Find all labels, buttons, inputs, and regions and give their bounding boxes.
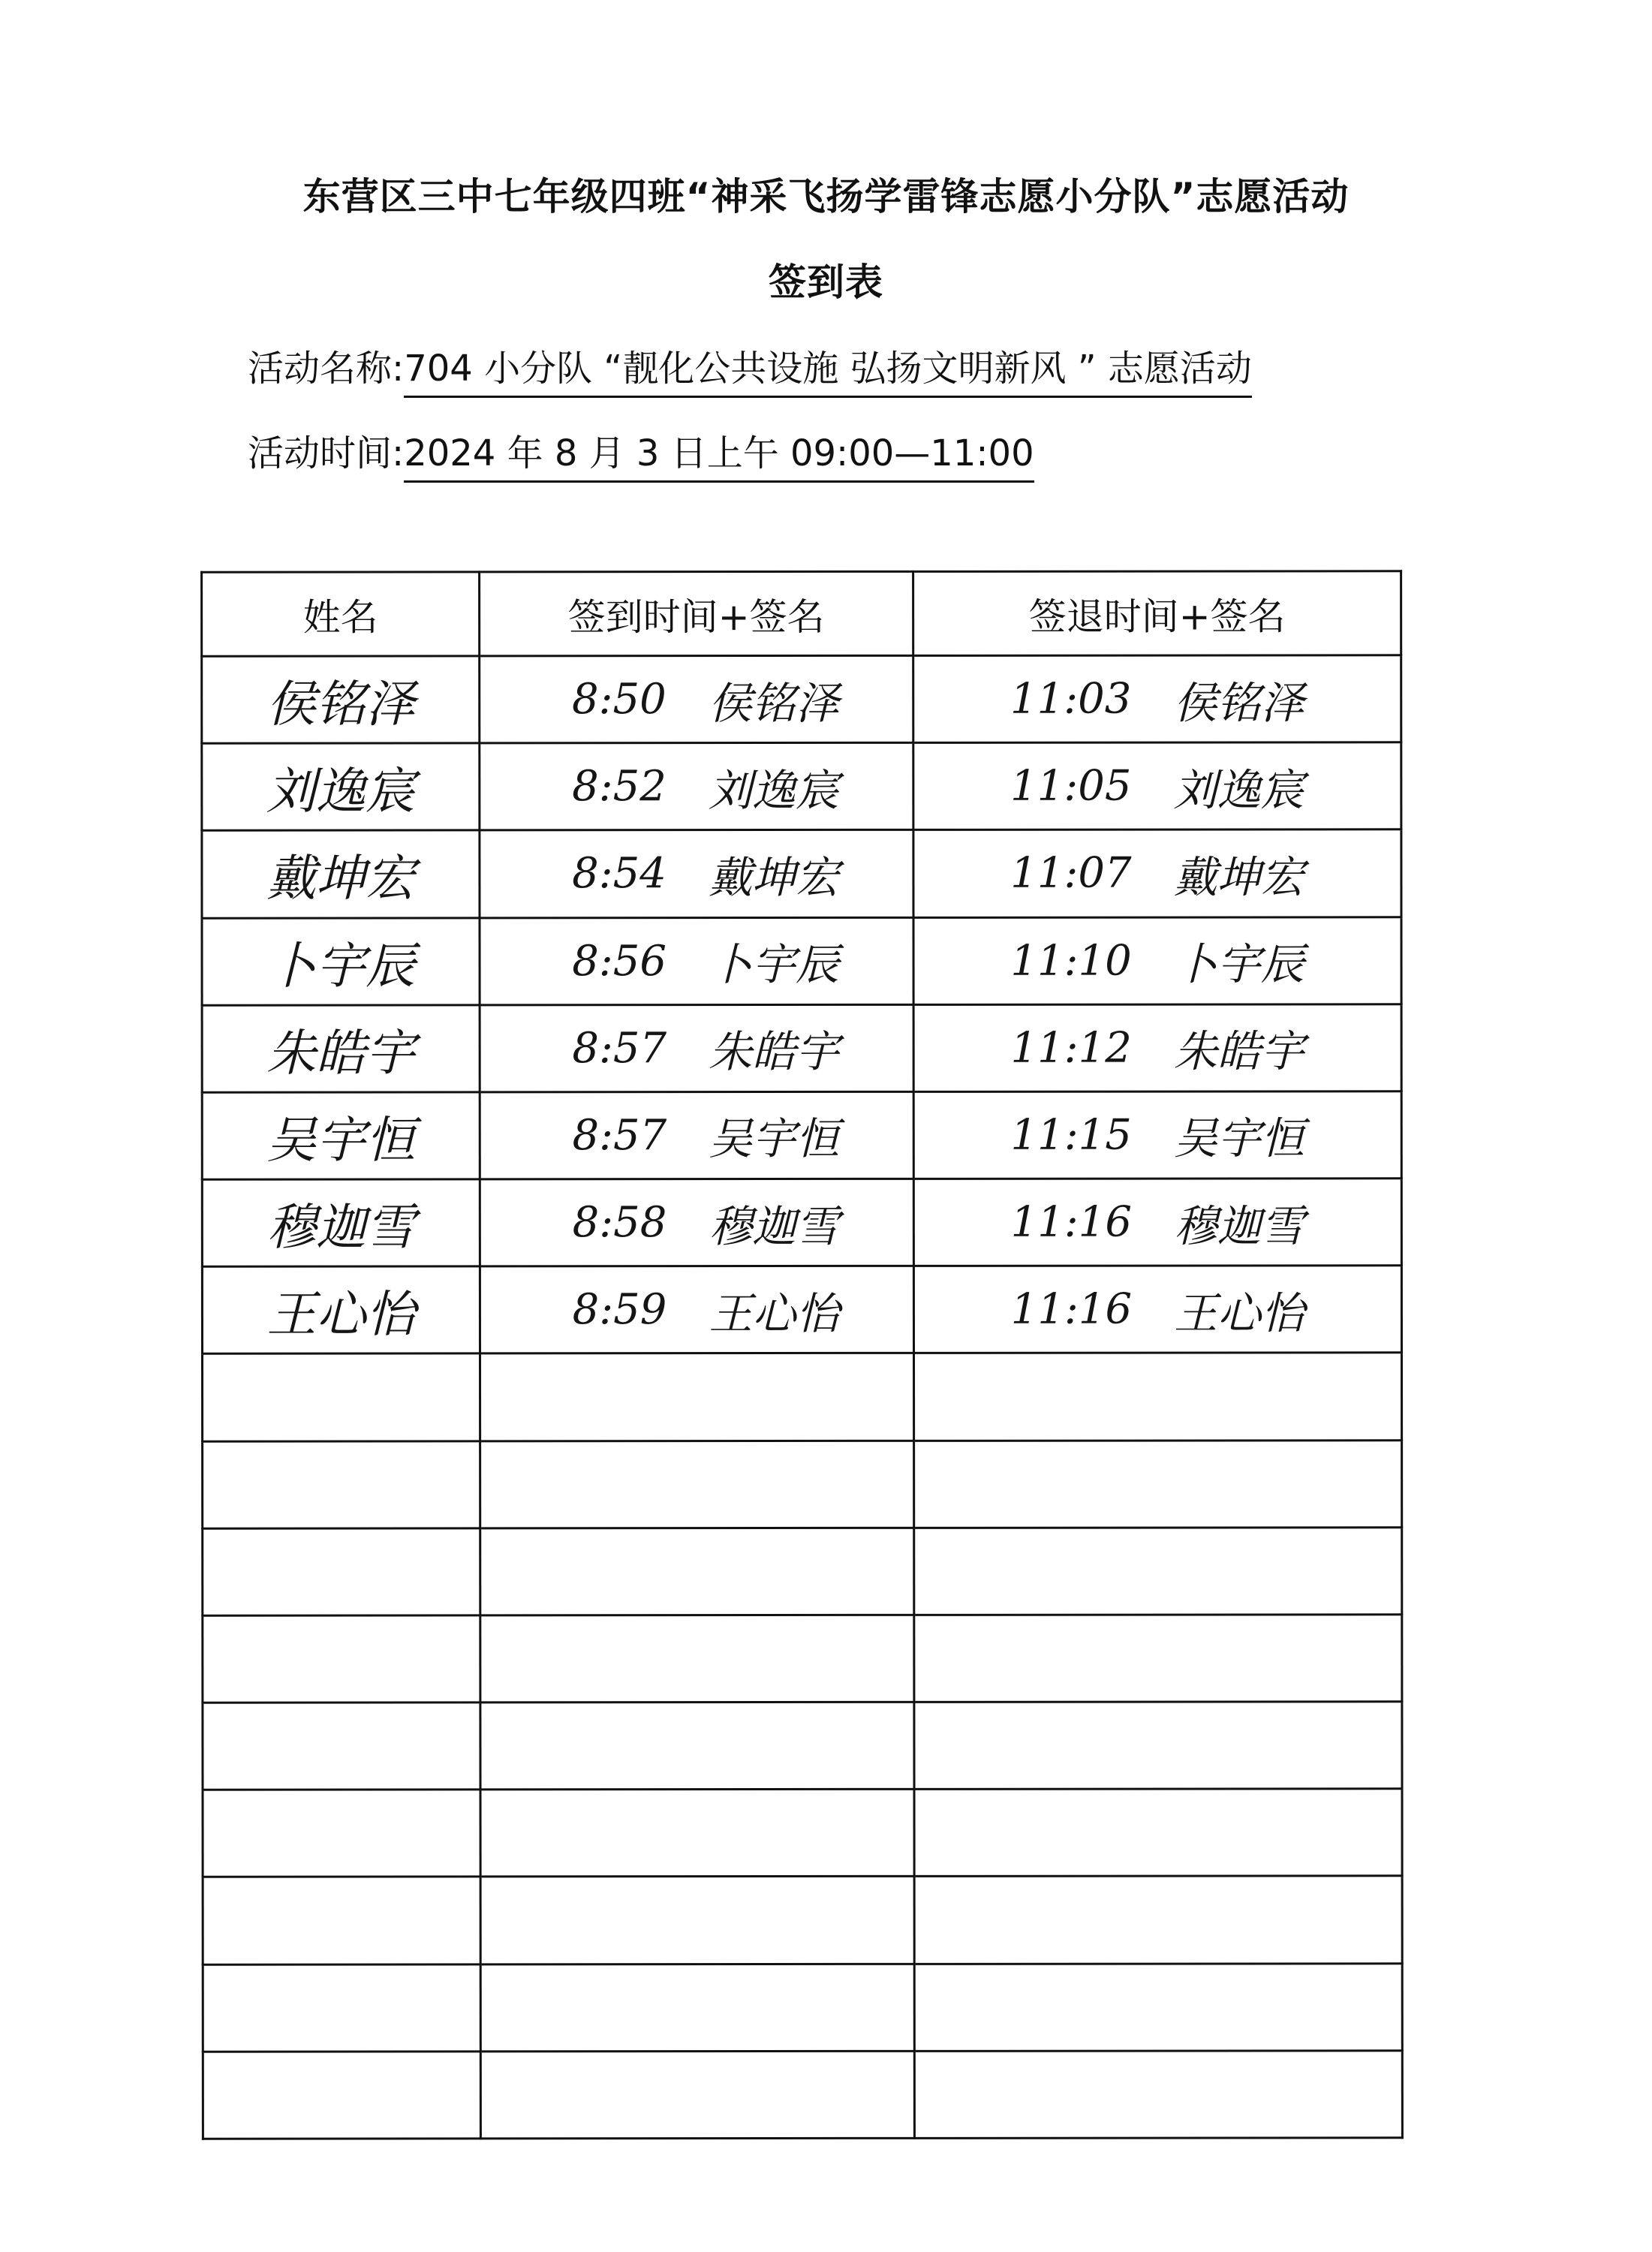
empty-cell bbox=[203, 1964, 480, 2051]
table-row bbox=[202, 1004, 1401, 1092]
empty-cell bbox=[203, 1528, 480, 1615]
handwritten-name: 朱皓宇 bbox=[266, 1024, 416, 1082]
handwritten-signature: 吴宇恒 bbox=[1173, 1112, 1304, 1165]
name-cell bbox=[202, 1266, 480, 1353]
checkout-cell bbox=[913, 829, 1401, 917]
activity-name-label: 活动名称: bbox=[248, 348, 405, 390]
empty-cell bbox=[480, 1790, 914, 1877]
handwritten-signature: 朱皓宇 bbox=[1173, 1025, 1304, 1077]
activity-time-label: 活动时间: bbox=[248, 432, 405, 474]
empty-cell bbox=[480, 1441, 914, 1528]
activity-time-row bbox=[248, 424, 1034, 483]
name-cell bbox=[202, 1005, 480, 1092]
checkout-cell bbox=[913, 742, 1401, 830]
header-name: 姓名 bbox=[202, 572, 480, 656]
handwritten-time: 8:57 bbox=[572, 1111, 667, 1161]
table-header-row bbox=[202, 571, 1401, 656]
empty-cell bbox=[480, 1615, 914, 1703]
handwritten-time: 11:15 bbox=[1010, 1110, 1132, 1160]
name-cell bbox=[202, 656, 480, 743]
handwritten-name: 穆迦雪 bbox=[266, 1198, 416, 1257]
table-row bbox=[202, 829, 1401, 918]
checkout-cell bbox=[913, 917, 1401, 1004]
handwritten-name: 王心怡 bbox=[266, 1285, 416, 1344]
table-row bbox=[202, 742, 1401, 831]
handwritten-signature: 刘逸宸 bbox=[708, 764, 839, 816]
empty-table-row bbox=[203, 1963, 1402, 2052]
handwritten-signature: 戴坤宏 bbox=[1173, 851, 1304, 903]
table-row bbox=[202, 1179, 1401, 1267]
empty-cell bbox=[203, 1615, 480, 1703]
handwritten-time: 8:59 bbox=[572, 1285, 667, 1335]
empty-cell bbox=[203, 1790, 480, 1877]
empty-table-row bbox=[203, 1615, 1402, 1703]
empty-cell bbox=[480, 1702, 914, 1790]
checkout-cell bbox=[913, 655, 1401, 743]
empty-table-row bbox=[203, 1876, 1402, 1964]
empty-cell bbox=[914, 1702, 1402, 1790]
checkout-cell bbox=[913, 1266, 1401, 1353]
empty-cell bbox=[203, 1703, 480, 1790]
table-row bbox=[202, 917, 1401, 1005]
handwritten-signature: 卜宇辰 bbox=[709, 939, 840, 991]
empty-table-row bbox=[203, 1528, 1402, 1616]
handwritten-signature: 戴坤宏 bbox=[708, 851, 839, 904]
handwritten-signature: 王心怡 bbox=[1174, 1287, 1305, 1339]
table-row bbox=[202, 1266, 1401, 1354]
empty-cell bbox=[203, 1877, 480, 1964]
empty-table-row bbox=[203, 1702, 1402, 1790]
handwritten-name: 戴坤宏 bbox=[266, 849, 415, 908]
checkout-cell bbox=[913, 1179, 1401, 1266]
handwritten-time: 11:03 bbox=[1010, 674, 1132, 724]
handwritten-time: 11:16 bbox=[1010, 1197, 1133, 1247]
handwritten-time: 8:52 bbox=[572, 762, 667, 811]
handwritten-signature: 朱皓宇 bbox=[709, 1026, 840, 1078]
name-cell bbox=[202, 1179, 480, 1266]
handwritten-signature: 卜宇辰 bbox=[1173, 938, 1304, 990]
handwritten-name: 吴宇恒 bbox=[266, 1111, 416, 1170]
empty-cell bbox=[480, 2051, 914, 2139]
handwritten-time: 11:07 bbox=[1010, 849, 1132, 899]
activity-name-value: 704 小分队 “靓化公共设施 弘扬文明新风 ” 志愿活动 bbox=[404, 339, 1252, 398]
checkin-cell bbox=[480, 1091, 913, 1179]
empty-cell bbox=[913, 1353, 1401, 1441]
header-checkin: 签到时间+签名 bbox=[480, 571, 913, 656]
handwritten-signature: 侯铭泽 bbox=[1173, 676, 1304, 729]
empty-cell bbox=[914, 1876, 1402, 1964]
header-checkout: 签退时间+签名 bbox=[913, 571, 1401, 656]
table-row bbox=[202, 655, 1401, 744]
empty-cell bbox=[203, 2052, 480, 2139]
handwritten-name: 侯铭泽 bbox=[266, 675, 415, 733]
checkin-cell bbox=[480, 1179, 913, 1266]
empty-cell bbox=[480, 1528, 914, 1615]
table-body bbox=[202, 655, 1403, 2139]
empty-cell bbox=[914, 2051, 1402, 2139]
checkin-cell bbox=[480, 1266, 913, 1354]
table-row bbox=[202, 1091, 1401, 1180]
checkout-cell bbox=[913, 1004, 1401, 1091]
checkin-cell bbox=[480, 655, 913, 743]
handwritten-time: 11:05 bbox=[1010, 761, 1132, 811]
empty-table-row bbox=[202, 1353, 1401, 1441]
handwritten-name: 刘逸宸 bbox=[266, 762, 415, 820]
handwritten-signature: 侯铭泽 bbox=[708, 677, 839, 729]
activity-name-row bbox=[248, 339, 1252, 398]
empty-cell bbox=[914, 1963, 1402, 2051]
name-cell bbox=[202, 830, 480, 917]
empty-cell bbox=[202, 1353, 480, 1441]
empty-table-row bbox=[203, 1789, 1402, 1877]
handwritten-time: 8:54 bbox=[572, 849, 667, 899]
handwritten-signature: 刘逸宸 bbox=[1173, 764, 1304, 816]
checkin-cell bbox=[480, 1004, 913, 1092]
handwritten-name: 卜宇辰 bbox=[266, 937, 416, 995]
empty-cell bbox=[914, 1615, 1402, 1703]
name-cell bbox=[202, 743, 480, 830]
checkin-cell bbox=[480, 830, 913, 918]
checkin-cell bbox=[480, 743, 913, 831]
empty-table-row bbox=[203, 1440, 1402, 1528]
handwritten-time: 8:58 bbox=[572, 1198, 667, 1248]
handwritten-time: 8:56 bbox=[572, 936, 667, 986]
handwritten-time: 11:10 bbox=[1010, 936, 1132, 986]
handwritten-time: 11:12 bbox=[1010, 1023, 1132, 1073]
sign-in-table bbox=[200, 570, 1404, 2139]
document-title: 东营区三中七年级四班“神采飞扬学雷锋志愿小分队”志愿活动 bbox=[302, 175, 1350, 218]
empty-cell bbox=[203, 1441, 480, 1528]
handwritten-signature: 吴宇恒 bbox=[709, 1113, 840, 1165]
checkin-cell bbox=[480, 917, 913, 1005]
empty-cell bbox=[914, 1440, 1402, 1528]
handwritten-signature: 穆迦雪 bbox=[1174, 1200, 1305, 1252]
handwritten-time: 11:16 bbox=[1010, 1284, 1133, 1335]
empty-cell bbox=[914, 1789, 1402, 1877]
empty-cell bbox=[480, 1877, 914, 1964]
empty-cell bbox=[480, 1353, 913, 1441]
empty-table-row bbox=[203, 2051, 1402, 2139]
name-cell bbox=[202, 1092, 480, 1179]
empty-cell bbox=[480, 1964, 914, 2052]
document-subtitle: 签到表 bbox=[769, 260, 883, 304]
handwritten-time: 8:50 bbox=[571, 675, 667, 724]
checkout-cell bbox=[913, 1091, 1401, 1179]
handwritten-signature: 王心怡 bbox=[709, 1287, 840, 1339]
activity-time-value: 2024 年 8 月 3 日上午 09:00—11:00 bbox=[404, 424, 1034, 483]
empty-cell bbox=[914, 1528, 1402, 1615]
handwritten-signature: 穆迦雪 bbox=[709, 1200, 840, 1252]
name-cell bbox=[202, 917, 480, 1004]
handwritten-time: 8:57 bbox=[572, 1023, 667, 1073]
